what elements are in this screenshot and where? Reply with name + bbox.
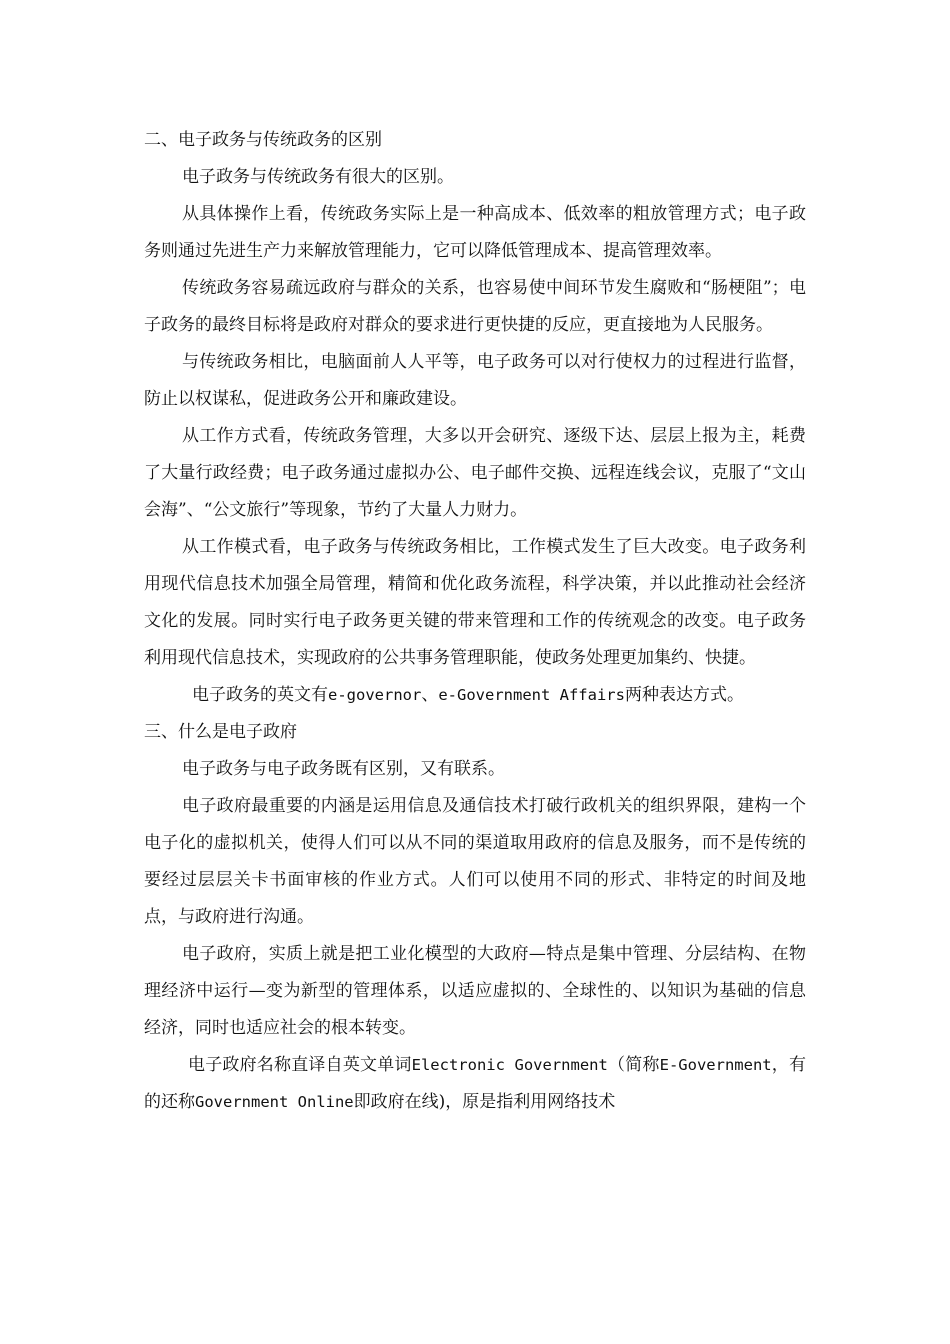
- english-note-paragraph: [144, 677, 806, 714]
- section-2-heading: 二、电子政务与传统政务的区别: [144, 130, 382, 150]
- final-part-2: （简称: [607, 1055, 660, 1075]
- section-3-paragraph-1: 电子政务与电子政务既有区别，又有联系。: [182, 759, 505, 779]
- section-3-heading: 三、什么是电子政府: [144, 722, 297, 742]
- english-note-prefix: 电子政务的英文有: [192, 685, 328, 705]
- section-2-paragraph-2: 从具体操作上看，传统政务实际上是一种高成本、低效率的粗放管理方式；电子政务则通过先进生产力来解放管理能力，它可以降低管理成本、提高管理效率。: [144, 204, 806, 261]
- section-3-paragraph-2: 电子政府最重要的内涵是运用信息及通信技术打破行政机关的组织界限，建构一个电子化的虚拟机关，使得人们可以从不同的渠道取用政府的信息及服务，而不是传统的要经过层层关卡书面审核的作业方式。人们可以使用不同的形式、非特定的时间及地点，与政府进行沟通。: [144, 796, 806, 927]
- section-2-paragraph-6: 从工作模式看，电子政务与传统政务相比，工作模式发生了巨大改变。电子政务利用现代信息技术加强全局管理，精简和优化政务流程，科学决策，并以此推动社会经济文化的发展。同时实行电子政务更关键的带来管理和工作的传统观念的改变。电子政务利用现代信息技术，实现政府的公共事务管理职能，使政务处理更加集约、快捷。: [144, 537, 806, 668]
- final-part-3: ，有的还称: [144, 1055, 807, 1112]
- english-term-e-governor: e-governor: [328, 686, 422, 704]
- section-2-paragraph-5: 从工作方式看，传统政务管理，大多以开会研究、逐级下达、层层上报为主，耗费了大量行政经费；电子政务通过虚拟办公、电子邮件交换、远程连线会议，克服了“文山会海”、“公文旅行”等现象，节约了大量人力财力。: [144, 426, 806, 520]
- english-term-electronic-government: Electronic Government: [411, 1056, 608, 1074]
- document-body: [144, 122, 806, 1121]
- english-term-e-government: E-Government: [659, 1056, 772, 1074]
- english-note-suffix: 两种表达方式。: [624, 685, 744, 705]
- english-term-e-government-affairs: e-Government Affairs: [438, 686, 625, 704]
- section-2-paragraph-3: 传统政务容易疏远政府与群众的关系，也容易使中间环节发生腐败和“肠梗阻”；电子政务的最终目标将是政府对群众的要求进行更快捷的反应，更直接地为人民服务。: [144, 278, 806, 335]
- final-part-1: 电子政府名称直译自英文单词: [188, 1055, 412, 1075]
- section-2-paragraph-1: 电子政务与传统政务有很大的区别。: [182, 167, 454, 187]
- english-term-government-online: Government Online: [195, 1093, 354, 1111]
- final-part-4: 即政府在线)，原是指利用网络技术: [353, 1092, 616, 1112]
- english-note-separator: 、: [421, 685, 439, 705]
- section-3-final-paragraph: [144, 1047, 806, 1121]
- section-3-paragraph-3: 电子政府，实质上就是把工业化模型的大政府—特点是集中管理、分层结构、在物理经济中运行—变为新型的管理体系，以适应虚拟的、全球性的、以知识为基础的信息经济，同时也适应社会的根本转变。: [144, 944, 806, 1038]
- section-2-paragraph-4: 与传统政务相比，电脑面前人人平等，电子政务可以对行使权力的过程进行监督，防止以权谋私，促进政务公开和廉政建设。: [144, 352, 806, 409]
